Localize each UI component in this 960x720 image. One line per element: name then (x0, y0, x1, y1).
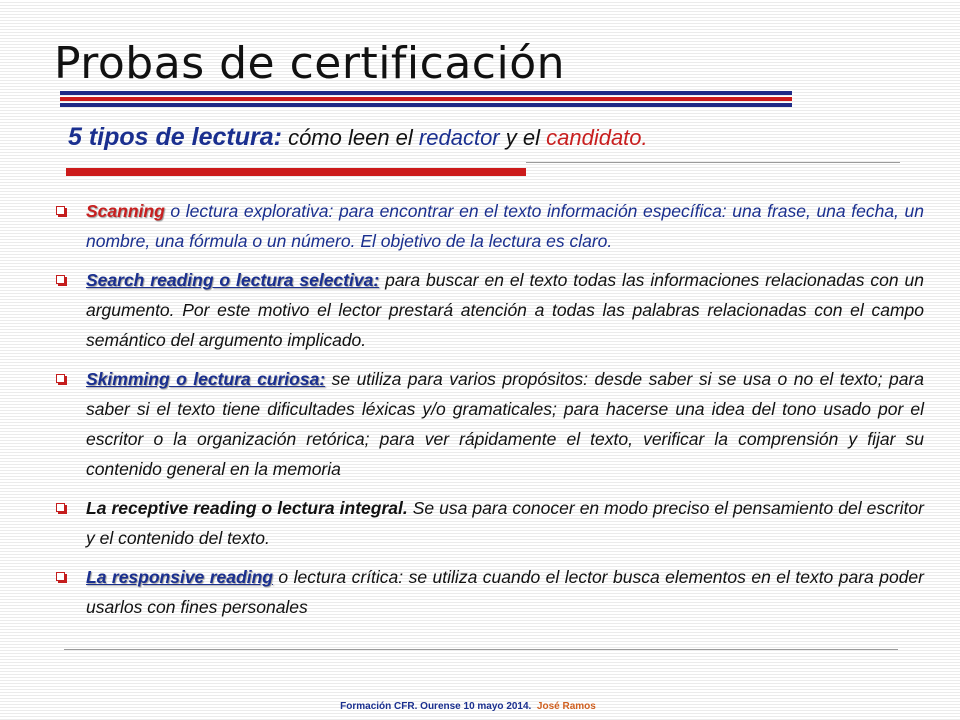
slide-title: Probas de certificación (54, 38, 566, 89)
bullet-skimming (46, 364, 924, 484)
title-rule-blue-bottom (60, 103, 792, 107)
bullet-text: para buscar en el texto todas las informaciones relacionadas con un argumento. Por este motivo el lector prestará atención a todas las palabras relacionadas con el campo semántico del argumento implicado. (86, 270, 924, 350)
footer-text: Formación CFR. Ourense 10 mayo 2014. (340, 701, 532, 712)
subtitle (68, 123, 648, 152)
subtitle-text-2: y el (499, 125, 547, 150)
square-bullet-icon (56, 572, 65, 581)
subtitle-thin-line (526, 162, 900, 163)
subtitle-redactor: redactor (418, 125, 500, 150)
bullet-text: se utiliza para varios propósitos: desde saber si se usa o no el texto; para saber si el texto tiene dificultades léxicas y/o gramaticales; para hacerse una idea del tono usado por el escritor o la organización retórica; para ver rápidamente el texto, verificar la comprensión y fijar su contenido general en la memoria (86, 369, 925, 479)
title-rule-blue-top (60, 91, 792, 95)
title-rule-red (60, 97, 792, 101)
subtitle-candidato: candidato. (546, 125, 648, 150)
square-bullet-icon (56, 503, 65, 512)
bullet-text: o lectura explorativa: para encontrar en el texto información específica: una frase, una fecha, un nombre, una fórmula o un número. El objetivo de la lectura es claro. (86, 201, 924, 251)
bullet-receptive-reading (46, 493, 924, 553)
bullet-list (46, 196, 924, 631)
subtitle-heading: 5 tipos de lectura: (68, 123, 282, 151)
bullet-term: Skimming o lectura curiosa: (86, 369, 326, 389)
square-bullet-icon (56, 374, 65, 383)
bullet-term: Search reading o lectura selectiva: (86, 270, 380, 290)
subtitle-accent-bar (66, 168, 526, 176)
bullet-text: o lectura crítica: se utiliza cuando el lector busca elementos en el texto para poder usarlos con fines personales (86, 567, 924, 617)
square-bullet-icon (56, 275, 65, 284)
bullet-scanning (46, 196, 924, 256)
bullet-responsive-reading (46, 562, 924, 622)
bullet-term: La receptive reading o lectura integral. (86, 498, 408, 518)
bullet-search-reading (46, 265, 924, 355)
footer (0, 701, 936, 712)
bottom-divider (64, 649, 898, 650)
bullet-term: La responsive reading (86, 567, 273, 587)
footer-author: José Ramos (536, 701, 596, 712)
subtitle-text-1: cómo leen el (281, 125, 419, 150)
square-bullet-icon (56, 206, 65, 215)
bullet-text: Se usa para conocer en modo preciso el pensamiento del escritor y el contenido del texto. (86, 498, 924, 548)
bullet-term: Scanning (86, 201, 165, 221)
